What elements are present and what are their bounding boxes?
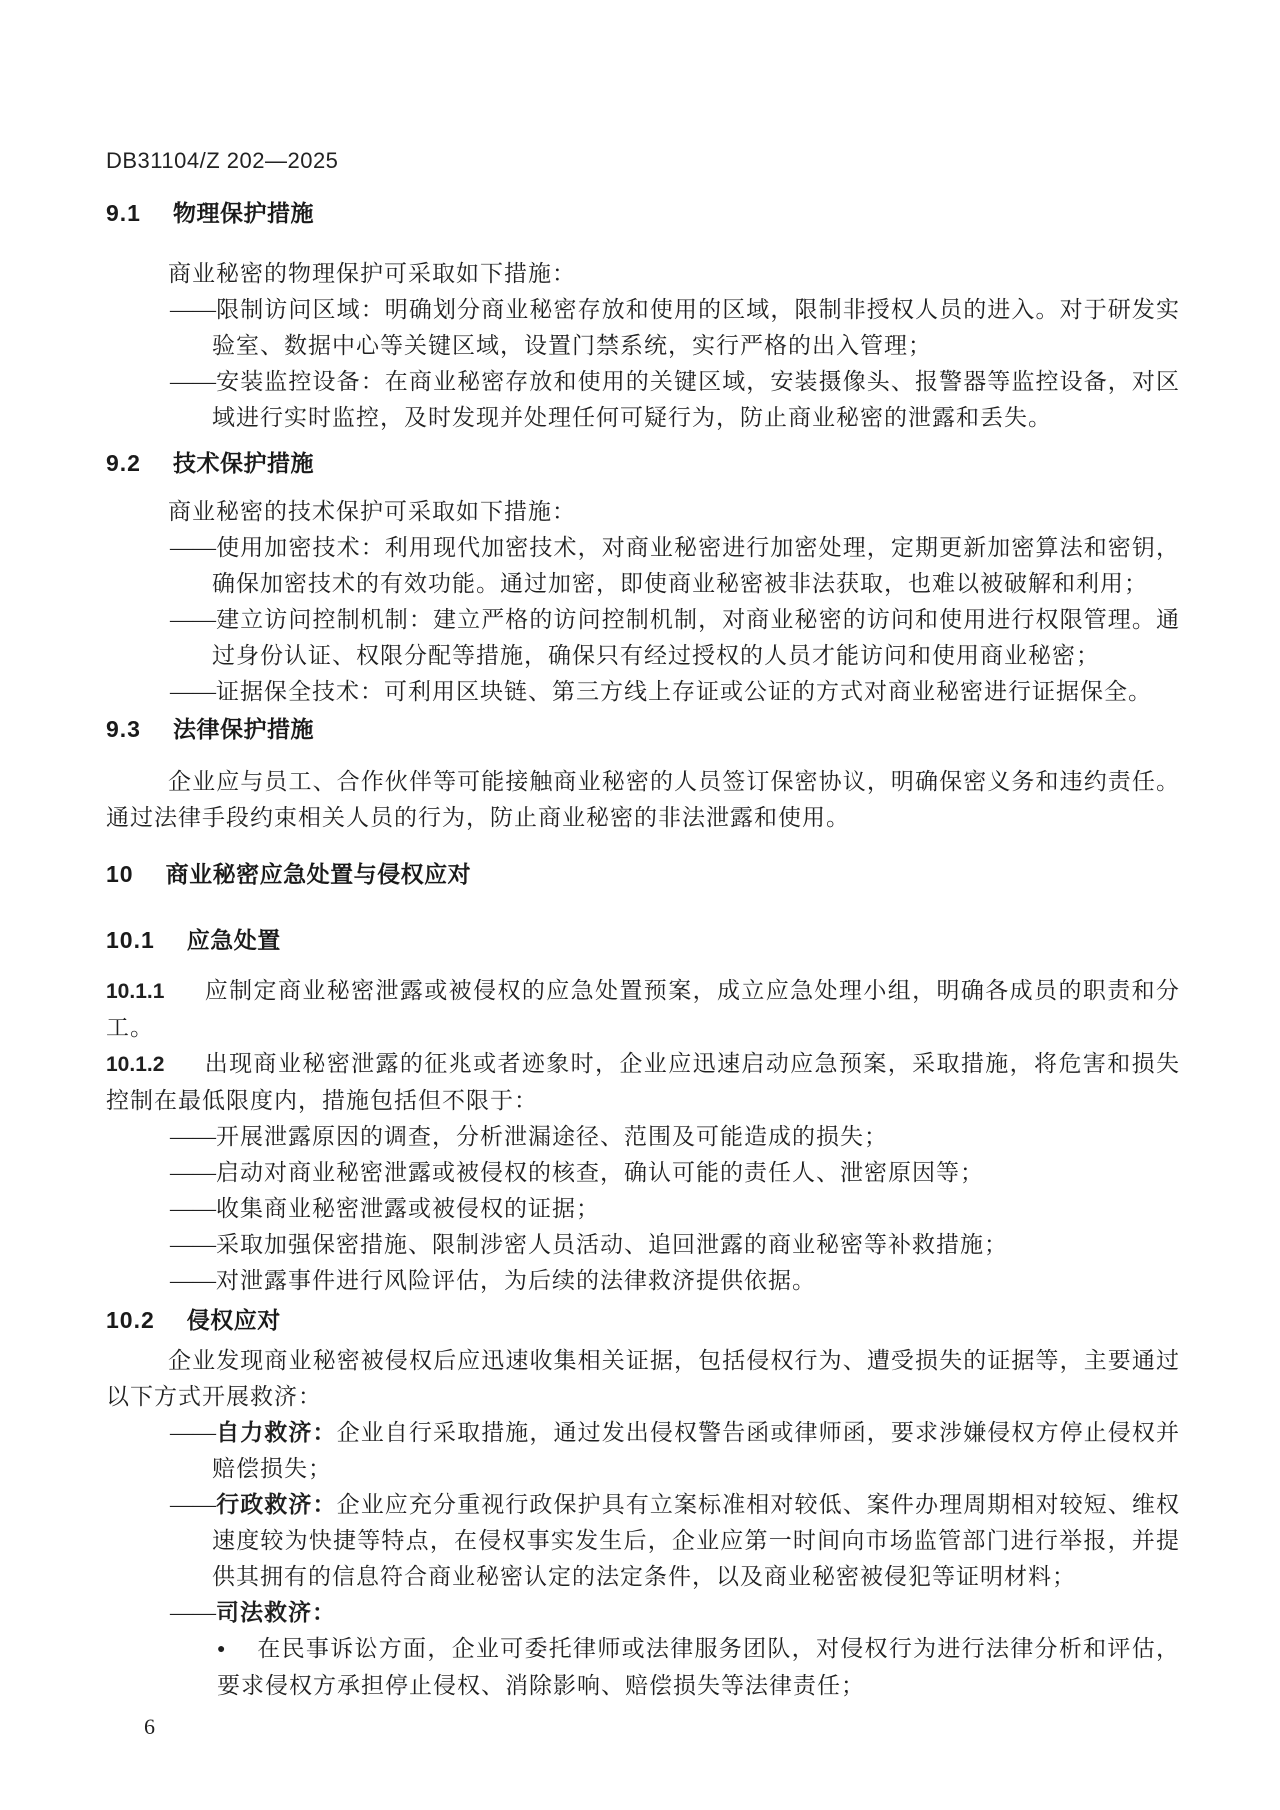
bullet-item-text: 在民事诉讼方面，企业可委托律师或法律服务团队，对侵权行为进行法律分析和评估，要求侵权方承担停止侵权、消除影响、赔偿损失等法律责任； <box>217 1636 1180 1698</box>
clause-text: 出现商业秘密泄露的征兆或者迹象时，企业应迅速启动应急预案，采取措施，将危害和损失控制在最低限度内，措施包括但不限于： <box>106 1051 1180 1113</box>
dash-marker: —— <box>170 679 216 704</box>
section-title: 法律保护措施 <box>172 716 314 742</box>
list-item <box>106 602 1180 674</box>
list-item <box>106 292 1180 364</box>
list-item-text: 使用加密技术：利用现代加密技术，对商业秘密进行加密处理，定期更新加密算法和密钥，确保加密技术的有效功能。通过加密，即使商业秘密被非法获取，也难以被破解和利用； <box>212 535 1180 596</box>
dash-marker: —— <box>170 1600 216 1625</box>
section-9-2-heading <box>106 448 1180 478</box>
dash-marker: —— <box>170 369 216 394</box>
clause-number: 10.1.2 <box>106 1053 165 1076</box>
list-item <box>106 1155 1180 1191</box>
list-item-text: 限制访问区域：明确划分商业秘密存放和使用的区域，限制非授权人员的进入。对于研发实验室、数据中心等关键区域，设置门禁系统，实行严格的出入管理； <box>212 297 1180 358</box>
section-9-2 <box>106 448 1180 710</box>
list-item-self-remedy <box>106 1415 1180 1487</box>
dash-marker: —— <box>170 1124 216 1149</box>
chapter-10 <box>106 859 1180 889</box>
section-10-2 <box>106 1305 1180 1704</box>
section-number: 9.1 <box>106 200 141 226</box>
list-item-judicial-remedy <box>106 1595 1180 1631</box>
bullet-icon: ● <box>217 1642 226 1657</box>
list-item-text: 采取加强保密措施、限制涉密人员活动、追回泄露的商业秘密等补救措施； <box>216 1232 1008 1257</box>
section-number: 9.2 <box>106 450 141 476</box>
list-item <box>106 674 1180 710</box>
section-9-3 <box>106 714 1180 836</box>
clause-number: 10.1.1 <box>106 980 165 1003</box>
dash-marker: —— <box>170 1268 216 1293</box>
clause-10-1-2 <box>106 1046 1180 1119</box>
list-item-text: 证据保全技术：可利用区块链、第三方线上存证或公证的方式对商业秘密进行证据保全。 <box>216 679 1152 704</box>
dash-marker: —— <box>170 1492 216 1517</box>
dash-marker: —— <box>170 1420 216 1445</box>
section-title: 技术保护措施 <box>172 450 314 476</box>
section-title: 物理保护措施 <box>172 200 314 226</box>
list-item <box>106 1263 1180 1299</box>
list-item-label: 行政救济： <box>216 1492 337 1517</box>
section-10-1-heading <box>106 925 1180 955</box>
section-number: 10.1 <box>106 927 155 953</box>
dash-marker: —— <box>170 297 216 322</box>
list-item-text: 收集商业秘密泄露或被侵权的证据； <box>216 1196 600 1221</box>
list-item <box>106 1119 1180 1155</box>
list-item-text: 企业应充分重视行政保护具有立案标准相对较低、案件办理周期相对较短、维权速度较为快捷等特点，在侵权事实发生后，企业应第一时间向市场监管部门进行举报，并提供其拥有的信息符合商业秘密认定的法定条件，以及商业秘密被侵犯等证明材料； <box>212 1492 1181 1589</box>
clause-10-1-1 <box>106 973 1180 1046</box>
section-10-2-heading <box>106 1305 1180 1335</box>
document-code: DB31104/Z 202—2025 <box>106 148 339 173</box>
list-item-text: 开展泄露原因的调查，分析泄漏途径、范围及可能造成的损失； <box>216 1124 888 1149</box>
section-10-1 <box>106 925 1180 1299</box>
intro-paragraph: 商业秘密的技术保护可采取如下措施： <box>168 499 576 524</box>
section-title: 侵权应对 <box>186 1307 281 1333</box>
list-item <box>106 1227 1180 1263</box>
page-number: 6 <box>144 1714 155 1739</box>
list-item <box>106 530 1180 602</box>
section-9-1 <box>106 198 1180 436</box>
dash-marker: —— <box>170 607 216 632</box>
list-item-text: 建立访问控制机制：建立严格的访问控制机制，对商业秘密的访问和使用进行权限管理。通过身份认证、权限分配等措施，确保只有经过授权的人员才能访问和使用商业秘密； <box>212 607 1180 668</box>
section-number: 9.3 <box>106 716 141 742</box>
list-item <box>106 364 1180 436</box>
intro-paragraph: 企业发现商业秘密被侵权后应迅速收集相关证据，包括侵权行为、遭受损失的证据等，主要通过以下方式开展救济： <box>106 1348 1180 1409</box>
list-item-text: 企业自行采取措施，通过发出侵权警告函或律师函，要求涉嫌侵权方停止侵权并赔偿损失； <box>212 1420 1181 1481</box>
chapter-10-heading <box>106 859 1180 889</box>
intro-paragraph: 商业秘密的物理保护可采取如下措施： <box>168 261 576 286</box>
list-item-administrative-remedy <box>106 1487 1180 1595</box>
list-item-text: 安装监控设备：在商业秘密存放和使用的关键区域，安装摄像头、报警器等监控设备，对区域进行实时监控，及时发现并处理任何可疑行为，防止商业秘密的泄露和丢失。 <box>212 369 1180 430</box>
list-item-label: 自力救济： <box>216 1420 337 1445</box>
dash-marker: —— <box>170 1196 216 1221</box>
bullet-list-item <box>106 1631 1180 1704</box>
list-item-text: 对泄露事件进行风险评估，为后续的法律救济提供依据。 <box>216 1268 816 1293</box>
section-number: 10.2 <box>106 1307 155 1333</box>
dash-marker: —— <box>170 535 216 560</box>
clause-text: 应制定商业秘密泄露或被侵权的应急处置预案，成立应急处理小组，明确各成员的职责和分工。 <box>106 978 1180 1040</box>
body-paragraph: 企业应与员工、合作伙伴等可能接触商业秘密的人员签订保密协议，明确保密义务和违约责任。通过法律手段约束相关人员的行为，防止商业秘密的非法泄露和使用。 <box>106 769 1180 830</box>
section-9-1-heading <box>106 198 1180 228</box>
section-title: 应急处置 <box>186 927 281 953</box>
chapter-title: 商业秘密应急处置与侵权应对 <box>165 861 472 887</box>
dash-marker: —— <box>170 1160 216 1185</box>
section-9-3-heading <box>106 714 1180 744</box>
dash-marker: —— <box>170 1232 216 1257</box>
list-item <box>106 1191 1180 1227</box>
list-item-text: 启动对商业秘密泄露或被侵权的核查，确认可能的责任人、泄密原因等； <box>216 1160 984 1185</box>
list-item-label: 司法救济： <box>216 1600 336 1625</box>
chapter-number: 10 <box>106 861 134 887</box>
